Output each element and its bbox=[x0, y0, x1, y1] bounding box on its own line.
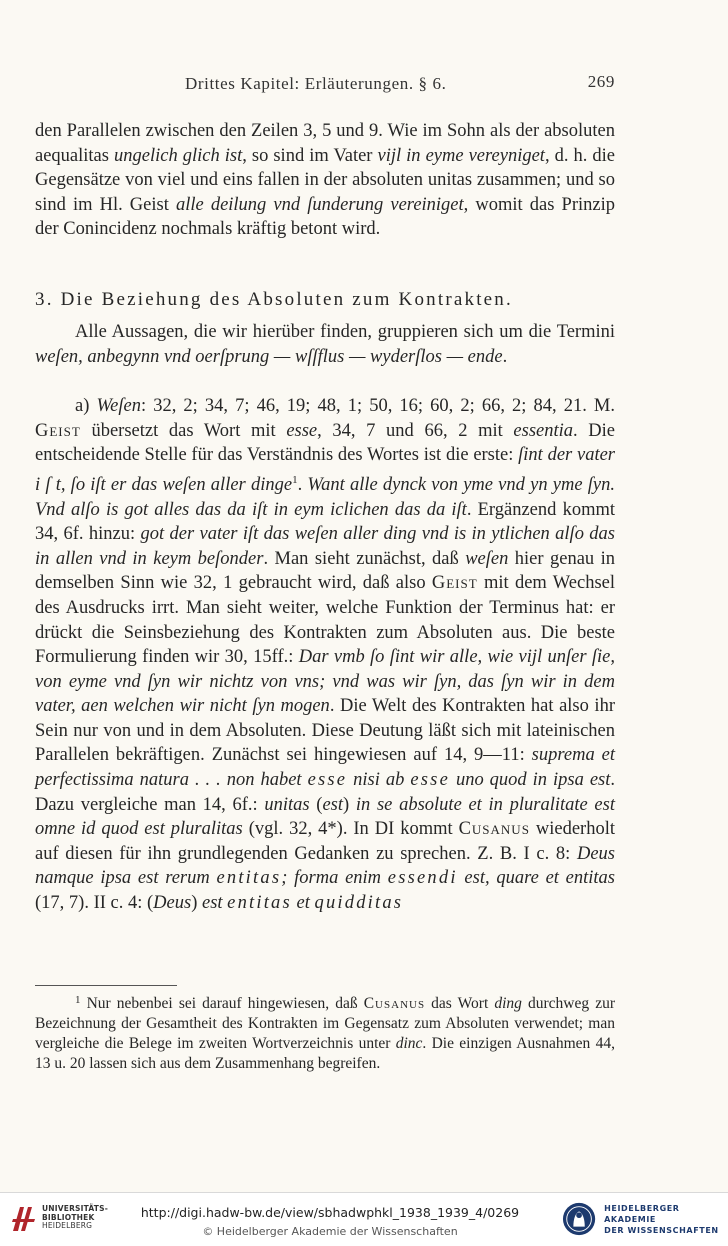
permalink-url[interactable]: http://digi.hadw-bw.de/view/sbhadwphkl_1938_1939_4/0269 bbox=[140, 1205, 520, 1220]
copyright-notice: © Heidelberger Akademie der Wissenschaften bbox=[202, 1225, 458, 1238]
paragraph-3: a) Weſen: 32, 2; 34, 7; 46, 19; 48, 1; 50, 16; 60, 2; 66, 2; 84, 21. M. Geist übersetzt das Wort mit esse, 34, 7 und 66, 2 mit essentia. Die entscheidende Stelle für das Verständnis des Wortes ist die erste: ſint der vater i ſ t, ſo iſt er das weſen aller dinge$^1$. Want alle dynck von yme vnd yn yme ſyn. Vnd alſo is got alles das da iſt in eym iclichen das da iſt. Ergänzend kommt 34, 6f. hinzu: got der vater iſt das weſen aller ding vnd is in ytlichen alſo das in allen vnd in keym beſonder. Man sieht zunächst, daß weſen hier genau in demselben Sinn wie 32, 1 gebraucht wird, daß also Geist mit dem Wechsel des Ausdrucks irrt. Man sieht weiter, welche Funktion der Terminus hat: er drückt die Seinsbeziehung des Kontrakten zum Absoluten aus. Die beste Formulierung finden wir 30, 15ff.: Dar vmb ſo ſint wir alle, wie vijl unſer ſie, von eyme vnd ſyn wir nichtz von vns; vnd was wir ſyn, das ſyn wir in dem vater, aen welchen wir nicht ſyn mogen. Die Welt des Kontrakten hat also ihr Sein nur von und in dem Absoluten. Diese Deutung läßt sich mit lateinischen Parallelen bekräftigen. Zunächst sei hingewiesen auf 14, 9—11: suprema et perfectissima natura . . . non habet esse nisi ab esse uno quod in ipsa est. Dazu vergleiche man 14, 6f.: unitas (est) in se absolute et in pluralitate est omne id quod est pluralitas (vgl. 32, 4*). In DI kommt Cusanus wiederholt auf diesen für ihn grundlegenden Gedanken zu sprechen. Z. B. I c. 8: Deus namque ipsa est rerum entitas; forma enim essendi est, quare et entitas (17, 7). II c. 4: (Deus) est entitas et quidditas bbox=[35, 396, 616, 914]
section-heading: 3. Die Beziehung des Absoluten zum Kontrakten. bbox=[35, 289, 513, 310]
paragraph-1: den Parallelen zwischen den Zeilen 3, 5 und 9. Wie im Sohn als der absoluten aequalitas ungelich glich ist, so sind im Vater vijl in eyme vereyniget, d. h. die Gegensätze von viel und eins fallen in der absoluten unitas zusammen; und so sind im Hl. Geist alle deilung vnd ſunderung vereiniget, womit das Prinzip der Conincidenz nochmals kräftig betont wird. bbox=[35, 121, 615, 240]
footnote-divider bbox=[35, 985, 177, 986]
ub-crest-icon bbox=[10, 1203, 38, 1233]
footer-bar bbox=[0, 1192, 728, 1246]
footnote: $^1$ Nur nebenbei sei darauf hingewiesen, daß Cusanus das Wort ding durchweg zur Bezeichnung der Gesamtheit des Kontrakten im Gegensatz zum Absoluten verwendet; man vergleiche die Belege im zweiten Wortverzeichnis unter dinc. Die einzigen Ausnahmen 44, 13 u. 20 lassen sich aus dem Zusammenhang begreifen. bbox=[35, 994, 615, 1072]
running-title: Drittes Kapitel: Erläuterungen. § 6. bbox=[185, 74, 447, 93]
ub-heidelberg-logo[interactable]: UNIVERSITÄTS- BIBLIOTHEK HEIDELBERG bbox=[10, 1203, 108, 1233]
hadw-logo[interactable]: HEIDELBERGER AKADEMIE DER WISSENSCHAFTEN bbox=[562, 1201, 728, 1237]
academy-seal-icon bbox=[562, 1201, 596, 1237]
page-number: 269 bbox=[587, 72, 615, 91]
running-header bbox=[185, 74, 615, 94]
paragraph-2: Alle Aussagen, die wir hierüber finden, gruppieren sich um die Termini weſen, anbegynn vnd oerſprung — wſſflus — wyderſlos — ende. bbox=[35, 322, 615, 367]
